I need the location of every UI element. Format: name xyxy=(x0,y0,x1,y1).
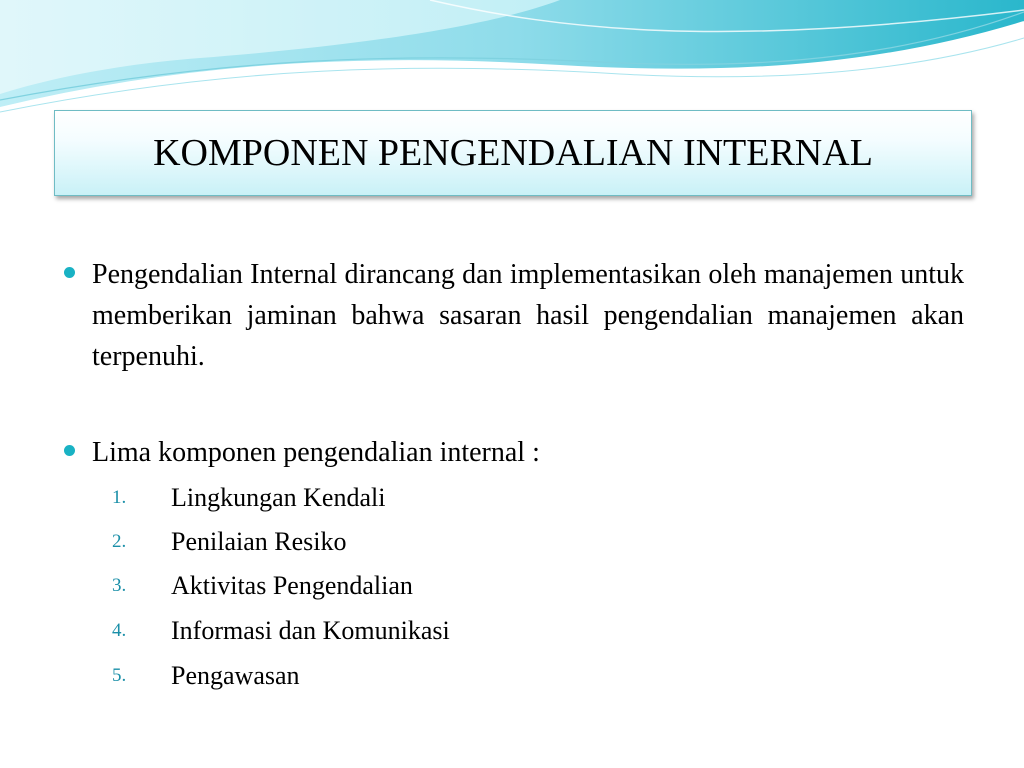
list-item-label: Pengawasan xyxy=(171,661,300,690)
list-item xyxy=(0,611,600,651)
bullet-text: Pengendalian Internal dirancang dan implementasikan oleh manajemen untuk memberikan jaminan bahwa sasaran hasil pengendalian manajemen akan terpenuhi. xyxy=(92,259,964,372)
list-item-number: 1. xyxy=(112,487,127,508)
list-item-number: 2. xyxy=(112,531,127,552)
list-item xyxy=(0,478,600,518)
list-item-label: Penilaian Resiko xyxy=(171,527,347,556)
bullet-dot-icon xyxy=(64,445,75,456)
list-item-label: Aktivitas Pengendalian xyxy=(171,571,413,600)
list-item-number: 5. xyxy=(112,665,127,686)
list-item xyxy=(0,522,600,562)
list-item-number: 4. xyxy=(112,620,127,641)
bullet-dot-icon xyxy=(64,267,75,278)
bullet-text: Lima komponen pengendalian internal : xyxy=(92,437,540,468)
list-item-label: Lingkungan Kendali xyxy=(171,483,386,512)
list-item-label: Informasi dan Komunikasi xyxy=(171,616,450,645)
list-item-number: 3. xyxy=(112,575,127,596)
slide-title: KOMPONEN PENGENDALIAN INTERNAL xyxy=(153,132,873,174)
list-item xyxy=(0,656,600,696)
list-item xyxy=(0,566,600,606)
